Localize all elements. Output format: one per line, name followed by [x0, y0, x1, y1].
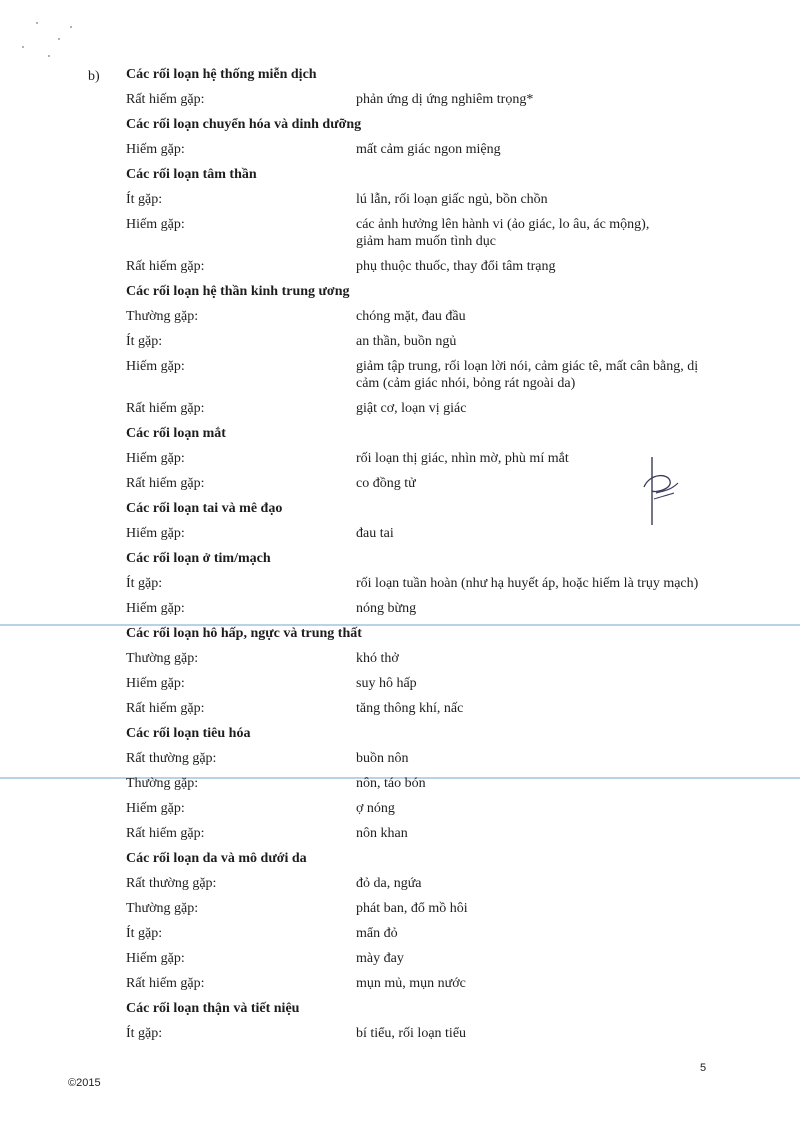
- frequency-label: Hiếm gặp:: [126, 526, 185, 541]
- effect-description: mẩn đỏ: [356, 926, 398, 941]
- effect-description: suy hô hấp: [356, 676, 417, 691]
- effect-description: co đồng tử: [356, 476, 416, 491]
- effect-row: [126, 900, 766, 925]
- scan-speck: [70, 26, 72, 28]
- category-heading: Các rối loạn da và mô dưới da: [126, 851, 307, 866]
- effect-description: nóng bừng: [356, 601, 417, 616]
- effect-description: các ảnh hưởng lên hành vi (ảo giác, lo âu, ác mộng), giảm ham muốn tình dục: [356, 217, 650, 249]
- effect-description: an thần, buồn ngủ: [356, 334, 457, 349]
- effect-row: [126, 333, 766, 358]
- category-heading: Các rối loạn tai và mê đạo: [126, 501, 283, 516]
- frequency-label: Hiếm gặp:: [126, 951, 185, 966]
- effect-row: [126, 975, 766, 1000]
- effect-row: [126, 700, 766, 725]
- effect-description: mất cảm giác ngon miệng: [356, 142, 501, 157]
- frequency-label: Ít gặp:: [126, 1026, 163, 1041]
- frequency-label: Hiếm gặp:: [126, 801, 185, 816]
- effect-description: nôn khan: [356, 826, 408, 841]
- effect-row: [126, 358, 766, 400]
- effect-row: [126, 775, 766, 800]
- page-number: 5: [700, 1062, 707, 1074]
- effect-row: [126, 650, 766, 675]
- frequency-label: Hiếm gặp:: [126, 217, 185, 232]
- frequency-label: Rất thường gặp:: [126, 876, 217, 891]
- effect-description: giảm tập trung, rối loạn lời nói, cảm giác tê, mất cân bằng, dị cảm (cảm giác nhói, bỏng rát ngoài da): [356, 359, 699, 391]
- category-heading: Các rối loạn ở tim/mạch: [126, 551, 271, 566]
- effect-description: giật cơ, loạn vị giác: [356, 401, 467, 416]
- scan-speck: [36, 22, 38, 24]
- effect-row: [126, 1025, 766, 1050]
- effect-description: đau tai: [356, 526, 394, 541]
- effect-row: [126, 825, 766, 850]
- frequency-label: Rất hiếm gặp:: [126, 701, 205, 716]
- effect-row: [126, 191, 766, 216]
- frequency-label: Rất thường gặp:: [126, 751, 217, 766]
- effect-description: nôn, táo bón: [356, 776, 426, 791]
- frequency-label: Ít gặp:: [126, 926, 163, 941]
- category-heading: Các rối loạn thận và tiết niệu: [126, 1001, 300, 1016]
- copyright-text: ©2015: [68, 1077, 101, 1089]
- section-label: b): [88, 69, 100, 84]
- effect-row: [126, 308, 766, 333]
- effect-description: rối loạn tuần hoàn (như hạ huyết áp, hoặc hiếm là trụy mạch): [356, 576, 699, 591]
- frequency-label: Thường gặp:: [126, 776, 199, 791]
- frequency-label: Ít gặp:: [126, 334, 163, 349]
- effect-row: [126, 91, 766, 116]
- category-heading: Các rối loạn tâm thần: [126, 167, 257, 182]
- effect-row: [126, 216, 766, 258]
- effect-row: [126, 600, 766, 625]
- frequency-label: Rất hiếm gặp:: [126, 401, 205, 416]
- effect-row: [126, 400, 766, 425]
- frequency-label: Ít gặp:: [126, 576, 163, 591]
- scan-speck: [58, 38, 60, 40]
- effect-description: chóng mặt, đau đầu: [356, 309, 466, 324]
- frequency-label: Hiếm gặp:: [126, 601, 185, 616]
- effect-description: phản ứng dị ứng nghiêm trọng*: [356, 92, 534, 107]
- effect-description: mụn mủ, mụn nước: [356, 976, 466, 991]
- effect-row: [126, 800, 766, 825]
- effect-row: [126, 575, 766, 600]
- category-heading: Các rối loạn hệ thần kinh trung ương: [126, 284, 350, 299]
- effect-description: khó thở: [356, 651, 399, 666]
- effect-description: tăng thông khí, nấc: [356, 701, 464, 716]
- frequency-label: Ít gặp:: [126, 192, 163, 207]
- category-heading: Các rối loạn hệ thống miễn dịch: [126, 67, 317, 82]
- category-heading: Các rối loạn mắt: [126, 426, 226, 441]
- frequency-label: Hiếm gặp:: [126, 142, 185, 157]
- scan-speck: [22, 46, 24, 48]
- effect-description: phụ thuộc thuốc, thay đổi tâm trạng: [356, 259, 556, 274]
- effect-description: mày đay: [356, 951, 404, 966]
- frequency-label: Hiếm gặp:: [126, 676, 185, 691]
- signature-mark: [630, 455, 690, 530]
- frequency-label: Hiếm gặp:: [126, 451, 185, 466]
- frequency-label: Thường gặp:: [126, 901, 199, 916]
- category-heading: Các rối loạn tiêu hóa: [126, 726, 251, 741]
- effect-description: buồn nôn: [356, 751, 409, 766]
- effect-description: rối loạn thị giác, nhìn mờ, phù mí mắt: [356, 451, 569, 466]
- frequency-label: Thường gặp:: [126, 651, 199, 666]
- effect-description: đỏ da, ngứa: [356, 876, 422, 891]
- category-heading: Các rối loạn hô hấp, ngực và trung thất: [126, 626, 362, 641]
- effect-row: [126, 750, 766, 775]
- frequency-label: Rất hiếm gặp:: [126, 476, 205, 491]
- frequency-label: Rất hiếm gặp:: [126, 259, 205, 274]
- effect-row: [126, 925, 766, 950]
- frequency-label: Rất hiếm gặp:: [126, 826, 205, 841]
- effect-row: [126, 950, 766, 975]
- category-heading: Các rối loạn chuyển hóa và dinh dưỡng: [126, 117, 362, 132]
- effect-description: bí tiểu, rối loạn tiểu: [356, 1026, 467, 1041]
- effect-description: lú lẫn, rối loạn giấc ngủ, bồn chồn: [356, 192, 548, 207]
- frequency-label: Rất hiếm gặp:: [126, 976, 205, 991]
- effect-row: [126, 141, 766, 166]
- effect-description: ợ nóng: [356, 801, 395, 816]
- adverse-effects-list: [126, 66, 766, 1050]
- effect-row: [126, 875, 766, 900]
- scan-speck: [48, 55, 50, 57]
- frequency-label: Rất hiếm gặp:: [126, 92, 205, 107]
- frequency-label: Hiếm gặp:: [126, 359, 185, 374]
- effect-row: [126, 675, 766, 700]
- effect-description: phát ban, đổ mồ hôi: [356, 901, 468, 916]
- frequency-label: Thường gặp:: [126, 309, 199, 324]
- effect-row: [126, 258, 766, 283]
